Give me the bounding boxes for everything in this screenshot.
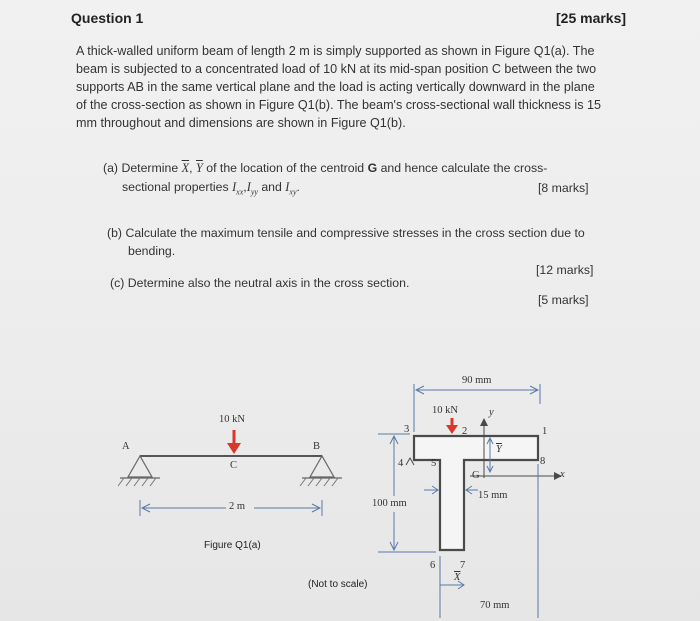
node-3: 3 xyxy=(404,424,410,435)
part-b-text: Calculate the maximum tensile and compressive stresses in the cross section due to xyxy=(125,226,585,240)
node-6: 6 xyxy=(430,560,436,571)
part-c-marks: [5 marks] xyxy=(538,293,589,307)
xbar-symbol: $\overline{X}$ xyxy=(181,161,190,175)
width-70-label: 70 mm xyxy=(480,600,510,611)
part-b-line-2: bending. xyxy=(128,244,176,258)
xbar-label: $\overline{X}$ xyxy=(454,572,461,583)
figure-a-caption: Figure Q1(a) xyxy=(204,540,261,551)
comma: , xyxy=(189,161,193,175)
question-marks: [25 marks] xyxy=(556,10,627,26)
x-axis-label: x xyxy=(560,469,565,480)
part-b-label: (b) xyxy=(107,226,123,240)
part-a-marks: [8 marks] xyxy=(538,181,589,195)
ixy-letter: I xyxy=(285,180,290,194)
and-word: and xyxy=(261,180,282,194)
height-100-label: 100 mm xyxy=(372,498,407,509)
question-title: Question 1 xyxy=(71,10,144,26)
node-2: 2 xyxy=(462,426,468,437)
part-a-label: (a) xyxy=(103,161,119,175)
thickness-label: 15 mm xyxy=(478,490,508,501)
load-label-a: 10 kN xyxy=(219,414,245,425)
part-a-text: sectional properties xyxy=(122,180,229,194)
section-load-label: 10 kN xyxy=(432,405,458,416)
point-c-label: C xyxy=(230,460,238,471)
node-1: 1 xyxy=(542,426,548,437)
comma: , xyxy=(243,180,247,194)
centroid-symbol: G xyxy=(367,161,378,175)
point-a-label: A xyxy=(122,441,130,452)
intro-line: beam is subjected to a concentrated load of 10 kN at its mid-span position C between the two xyxy=(76,62,597,76)
centroid-label: G xyxy=(472,470,480,481)
width-90-label: 90 mm xyxy=(462,375,492,386)
part-a-text: Determine xyxy=(121,161,179,175)
iyy-letter: I xyxy=(246,180,251,194)
part-b-marks: [12 marks] xyxy=(536,263,594,277)
section-load-arrow-head xyxy=(446,425,458,434)
node-5: 5 xyxy=(431,458,437,469)
ybar-label: $\overline{Y}$ xyxy=(496,444,502,455)
part-a-text: of the location of the centroid xyxy=(206,161,365,175)
period: . xyxy=(296,180,300,194)
length-label: 2 m xyxy=(229,501,246,512)
point-b-label: B xyxy=(313,441,321,452)
intro-line: A thick-walled uniform beam of length 2 m is simply supported as shown in Figure Q1(a). The xyxy=(76,44,595,58)
ixx-letter: I xyxy=(232,180,237,194)
ybar-symbol: $\overline{Y}$ xyxy=(195,161,203,175)
marker-arrow xyxy=(406,458,414,465)
part-c-text: Determine also the neutral axis in the cross section. xyxy=(127,276,410,290)
node-7: 7 xyxy=(460,560,466,571)
intro-line: mm throughout and dimensions are shown in Figure Q1(b). xyxy=(76,116,406,130)
iyy-subscript: yy xyxy=(250,187,258,197)
ixx-subscript: xx xyxy=(236,187,244,197)
y-axis-arrow xyxy=(480,418,488,426)
intro-line: of the cross-section as shown in Figure Q1(b). The beam's cross-sectional wall thickness is 15 xyxy=(76,98,602,112)
ixy-subscript: xy xyxy=(289,187,297,197)
part-c-label: (c) xyxy=(110,276,125,290)
node-4: 4 xyxy=(398,458,404,469)
y-axis-label: y xyxy=(489,407,494,418)
node-8: 8 xyxy=(540,456,546,467)
not-to-scale-note: (Not to scale) xyxy=(308,579,368,590)
intro-line: supports AB in the same vertical plane and the load is acting vertically downward in the plane xyxy=(76,80,595,94)
part-a-text: and hence calculate the cross- xyxy=(380,161,548,175)
